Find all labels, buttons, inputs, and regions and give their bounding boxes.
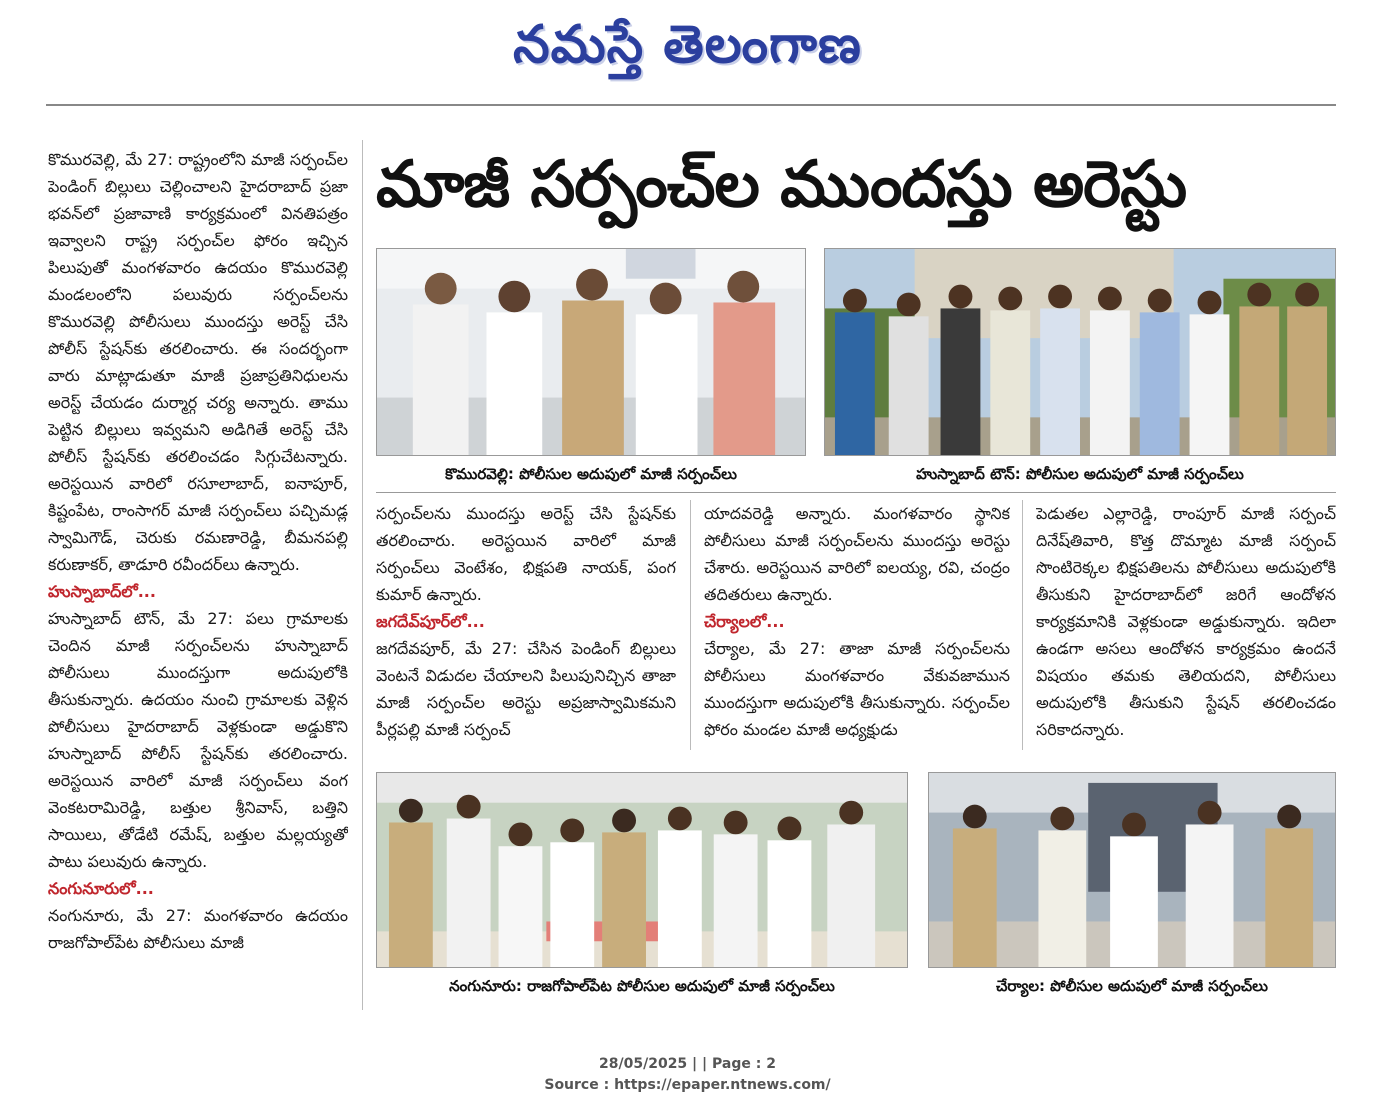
photo-caption: చేర్యాల: పోలీసుల అదుపులో మాజీ సర్పంచ్‌లు bbox=[996, 977, 1268, 995]
photo-caption: కొమురవెల్లి: పోలీసుల అదుపులో మాజీ సర్పంచ్‌లు bbox=[445, 465, 737, 483]
photo-nangunur bbox=[376, 772, 908, 968]
article-paragraph: సర్పంచ్‌లను ముందస్తు అరెస్ట్ చేసి స్టేషన్‌కు తరలించారు. అరెస్టయిన వారిలో మాజీ సర్పంచ్‌లు వెంటేశం, భిక్షపతి నాయక్, పంగ కుమార్ ఉన్నారు. bbox=[376, 504, 676, 604]
column-divider bbox=[362, 140, 363, 1010]
middle-column-2 bbox=[704, 500, 1010, 752]
headline: మాజీ సర్పంచ్‌ల ముందస్తు అరెస్టు bbox=[376, 148, 1187, 222]
column-divider bbox=[1022, 500, 1023, 750]
left-column bbox=[48, 146, 348, 1008]
photo-husnabad bbox=[824, 248, 1336, 456]
middle-column-1 bbox=[376, 500, 676, 752]
photo-caption: నంగునూరు: రాజగోపాల్‌పేట పోలీసుల అదుపులో మాజీ సర్పంచ్‌లు bbox=[449, 977, 835, 995]
article-paragraph: హుస్నాబాద్ టౌన్, మే 27: పలు గ్రామాలకు చెందిన మాజీ సర్పంచ్‌లను హుస్నాబాద్ పోలీసులు ముందస్తుగా అదుపులోకి తీసుకున్నారు. ఉదయం నుంచి గ్రామాలకు వెళ్లిన పోలీసులు హైదరాబాద్ వెళ్లకుండా అడ్డుకొని హుస్నాబాద్ పోలీస్ స్టేషన్‌కు తరలించారు. అరెస్టయిన వారిలో మాజీ సర్పంచ్‌లు వంగ వెంకటరామిరెడ్డి, బత్తుల శ్రీనివాస్, బత్తిని సాయిలు, తోడేటి రమేష్, బత్తుల మల్లయ్యతో పాటు పలువురు ఉన్నారు. bbox=[48, 609, 348, 871]
top-divider bbox=[46, 104, 1336, 106]
section-divider bbox=[376, 492, 1336, 493]
subhead-jagdevpur: జగదేవ్‌పూర్‌లో... bbox=[376, 612, 485, 631]
footer-date-page: 28/05/2025 | | Page : 2 bbox=[599, 1056, 776, 1072]
article-paragraph: నంగునూరు, మే 27: మంగళవారం ఉదయం రాజగోపాల్‌పేట పోలీసులు మాజీ bbox=[48, 906, 348, 952]
article-paragraph: పెడుతల ఎల్లారెడ్డి, రాంపూర్ మాజీ సర్పంచ్ దినేష్‌తివారి, కొత్త దొమ్మాట మాజీ సర్పంచ్ సొంటిరెక్కల భిక్షపతిలను పోలీసులు అదుపులోకి తీసుకుని హైదరాబాద్‌లో జరిగే ఆందోళన కార్యక్రమానికి వెళ్లకుండా అడ్డుకున్నారు. ఇదిలా ఉండగా అసలు ఆందోళన కార్యక్రమం ఉందనే విషయం తమకు తెలియదని, పోలీసులు అదుపులోకి తీసుకుని స్టేషన్ తరలించడం సరికాదన్నారు. bbox=[1036, 504, 1336, 739]
subhead-nangunur: నంగునూరులో... bbox=[48, 879, 154, 898]
photo-caption: హుస్నాబాద్ టౌన్: పోలీసుల అదుపులో మాజీ సర్పంచ్‌లు bbox=[916, 465, 1244, 483]
middle-column-3 bbox=[1036, 500, 1336, 752]
subhead-husnabad: హుస్నాబాద్‌లో... bbox=[48, 582, 156, 601]
footer-source: Source : https://epaper.ntnews.com/ bbox=[544, 1077, 831, 1093]
photo-komuravelli bbox=[376, 248, 806, 456]
masthead-logo: నమస్తే తెలంగాణ bbox=[513, 14, 862, 75]
subhead-cheryala: చేర్యాలలో... bbox=[704, 612, 785, 631]
article-paragraph: యాదవరెడ్డి అన్నారు. మంగళవారం స్థానిక పోలీసులు మాజీ సర్పంచ్‌లను ముందస్తు అరెస్టు చేశారు. అరెస్టయిన వారిలో ఐలయ్య, రవి, చంద్రం తదితరులు ఉన్నారు. bbox=[704, 504, 1010, 604]
column-divider bbox=[690, 500, 691, 750]
article-paragraph: కొమురవెల్లి, మే 27: రాష్ట్రంలోని మాజీ సర్పంచ్‌ల పెండింగ్ బిల్లులు చెల్లించాలని హైదరాబాద్ ప్రజా భవన్‌లో ప్రజావాణి కార్యక్రమంలో వినతిపత్రం ఇవ్వాలని రాష్ట్ర సర్పంచ్‌ల ఫోరం ఇచ్చిన పిలుపుతో మంగళవారం ఉదయం కొమురవెల్లి మండలంలోని పలువురు సర్పంచ్‌లను కొమురవెల్లి పోలీసులు ముందస్తు అరెస్ట్ చేసి పోలీస్ స్టేషన్‌కు తరలించారు. ఈ సందర్భంగా వారు మాట్లాడుతూ మాజీ ప్రజాప్రతినిధులను అరెస్ట్ చేయడం దుర్మార్గ చర్య అన్నారు. తాము పెట్టిన బిల్లులు ఇవ్వమని అడిగితే అరెస్ట్ చేసి పోలీస్ స్టేషన్‌కు తరలించడం సిగ్గుచేటన్నారు. అరెస్టయిన వారిలో రసూలాబాద్, ఐనాపూర్, కిష్టంపేట, రాంసాగర్ మాజీ సర్పంచ్‌లు పచ్చిమడ్ల స్వామిగౌడ్, చెరుకు రమణారెడ్డి, బీమనపల్లి కరుణాకర్, తాడూరి రవీందర్‌లు ఉన్నారు. bbox=[48, 150, 348, 574]
photo-cheryala bbox=[928, 772, 1336, 968]
article-paragraph: చేర్యాల, మే 27: తాజా మాజీ సర్పంచ్‌లను పోలీసులు మంగళవారం వేకువజామున ముందస్తుగా అదుపులోకి తీసుకున్నారు. సర్పంచ్‌ల ఫోరం మండల మాజీ అధ్యక్షుడు bbox=[704, 639, 1010, 739]
article-paragraph: జగదేవపూర్, మే 27: చేసిన పెండింగ్ బిల్లులు వెంటనే విడుదల చేయాలని పిలుపునిచ్చిన తాజా మాజీ సర్పంచ్‌ల అరెస్టు అప్రజాస్వామికమని పీర్లపల్లి మాజీ సర్పంచ్ bbox=[376, 639, 676, 739]
